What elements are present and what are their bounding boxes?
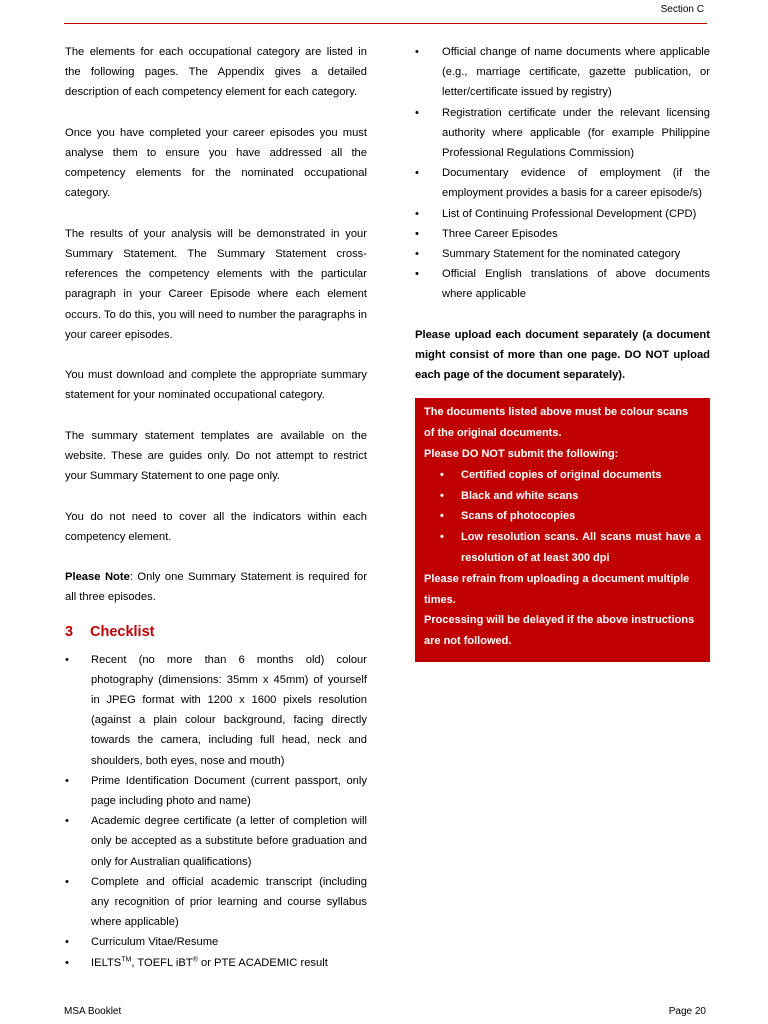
- list-item: • Three Career Episodes: [415, 224, 710, 244]
- warning-item: • Black and white scans: [424, 486, 701, 507]
- toefl-text: , TOEFL iBT: [131, 956, 193, 969]
- warning-item: • Certified copies of original documents: [424, 465, 701, 486]
- paragraph: Once you have completed your career episodes you must analyse them to ensure you have addressed all the competency elements for the nominated occupational category.: [65, 126, 367, 200]
- upload-note: Please upload each document separately (a document might consist of more than one page. DO NOT upload each page of the document separately).: [415, 328, 710, 382]
- please-note-paragraph: [65, 567, 367, 607]
- section-title: Checklist: [90, 623, 155, 640]
- note-label: Please Note: [65, 571, 130, 584]
- list-item: • List of Continuing Professional Development (CPD): [415, 204, 710, 224]
- paragraph: You must download and complete the appropriate summary statement for your nominated occupational category.: [65, 369, 367, 402]
- section-number: 3: [65, 623, 74, 640]
- note-text: : Only one Summary Statement is required for all three episodes.: [65, 571, 367, 604]
- warning-line: The documents listed above must be colour scans of the original documents.: [424, 406, 689, 440]
- list-item: [65, 953, 367, 973]
- left-column: [65, 42, 367, 973]
- warning-line: Please DO NOT submit the following:: [424, 448, 619, 461]
- list-item: • Prime Identification Document (current passport, only page including photo and name): [65, 771, 367, 811]
- paragraph: You do not need to cover all the indicators within each competency element.: [65, 510, 367, 543]
- list-item: • Academic degree certificate (a letter of completion will only be accepted as a substitute before graduation and only for Australian qualifications): [65, 811, 367, 872]
- footer-page-number: Page 20: [668, 1006, 706, 1017]
- list-item: • Summary Statement for the nominated category: [415, 244, 710, 264]
- warning-item: • Low resolution scans. All scans must have a resolution of at least 300 dpi: [424, 527, 701, 569]
- checklist-list: [65, 650, 367, 973]
- list-item: • Registration certificate under the relevant licensing authority where applicable (for example Philippine Professional Regulations Commission): [415, 103, 710, 164]
- checklist-heading: [65, 622, 367, 642]
- trademark-mark: TM: [121, 955, 132, 963]
- paragraph: The results of your analysis will be demonstrated in your Summary Statement. The Summary Statement cross-references the competency elements with the particular paragraph in your Career Episode where each element occurs. To do this, you will need to number the paragraphs in your career episodes.: [65, 227, 367, 341]
- list-item: • Official change of name documents where applicable (e.g., marriage certificate, gazette publication, or letter/certificate issued by registry): [415, 42, 710, 103]
- list-item: • Recent (no more than 6 months old) colour photography (dimensions: 35mm x 45mm) of yourself in JPEG format with 1200 x 1600 pixels resolution (against a plain colour background, facing directly towards the camera, including full head, neck and shoulders, both eyes, nose and mouth): [65, 650, 367, 771]
- warning-item: • Scans of photocopies: [424, 506, 701, 527]
- header-section-label: Section C: [660, 4, 704, 15]
- header-divider: [64, 23, 707, 24]
- list-item: • Official English translations of above documents where applicable: [415, 264, 710, 304]
- list-item: • Complete and official academic transcript (including any recognition of prior learning and course syllabus where applicable): [65, 872, 367, 933]
- document-list: [415, 42, 710, 305]
- paragraph: The elements for each occupational category are listed in the following pages. The Appendix gives a detailed description of each competency element for each category.: [65, 46, 367, 99]
- warning-line: Please refrain from uploading a document multiple times.: [424, 572, 690, 606]
- right-column: [415, 42, 710, 662]
- ielts-text: IELTS: [91, 956, 122, 969]
- list-item: • Curriculum Vitae/Resume: [65, 932, 367, 952]
- warning-box: [415, 398, 710, 662]
- list-item: • Documentary evidence of employment (if the employment provides a basis for a career episode/s): [415, 163, 710, 203]
- warning-list: [424, 465, 701, 569]
- registered-mark: ®: [192, 955, 198, 963]
- pte-text: or PTE ACADEMIC result: [197, 956, 328, 969]
- footer-booklet-name: MSA Booklet: [64, 1006, 122, 1017]
- warning-line: Processing will be delayed if the above instructions are not followed.: [424, 614, 695, 648]
- paragraph: The summary statement templates are available on the website. These are guides only. Do not attempt to restrict your Summary Statement to one page only.: [65, 429, 367, 483]
